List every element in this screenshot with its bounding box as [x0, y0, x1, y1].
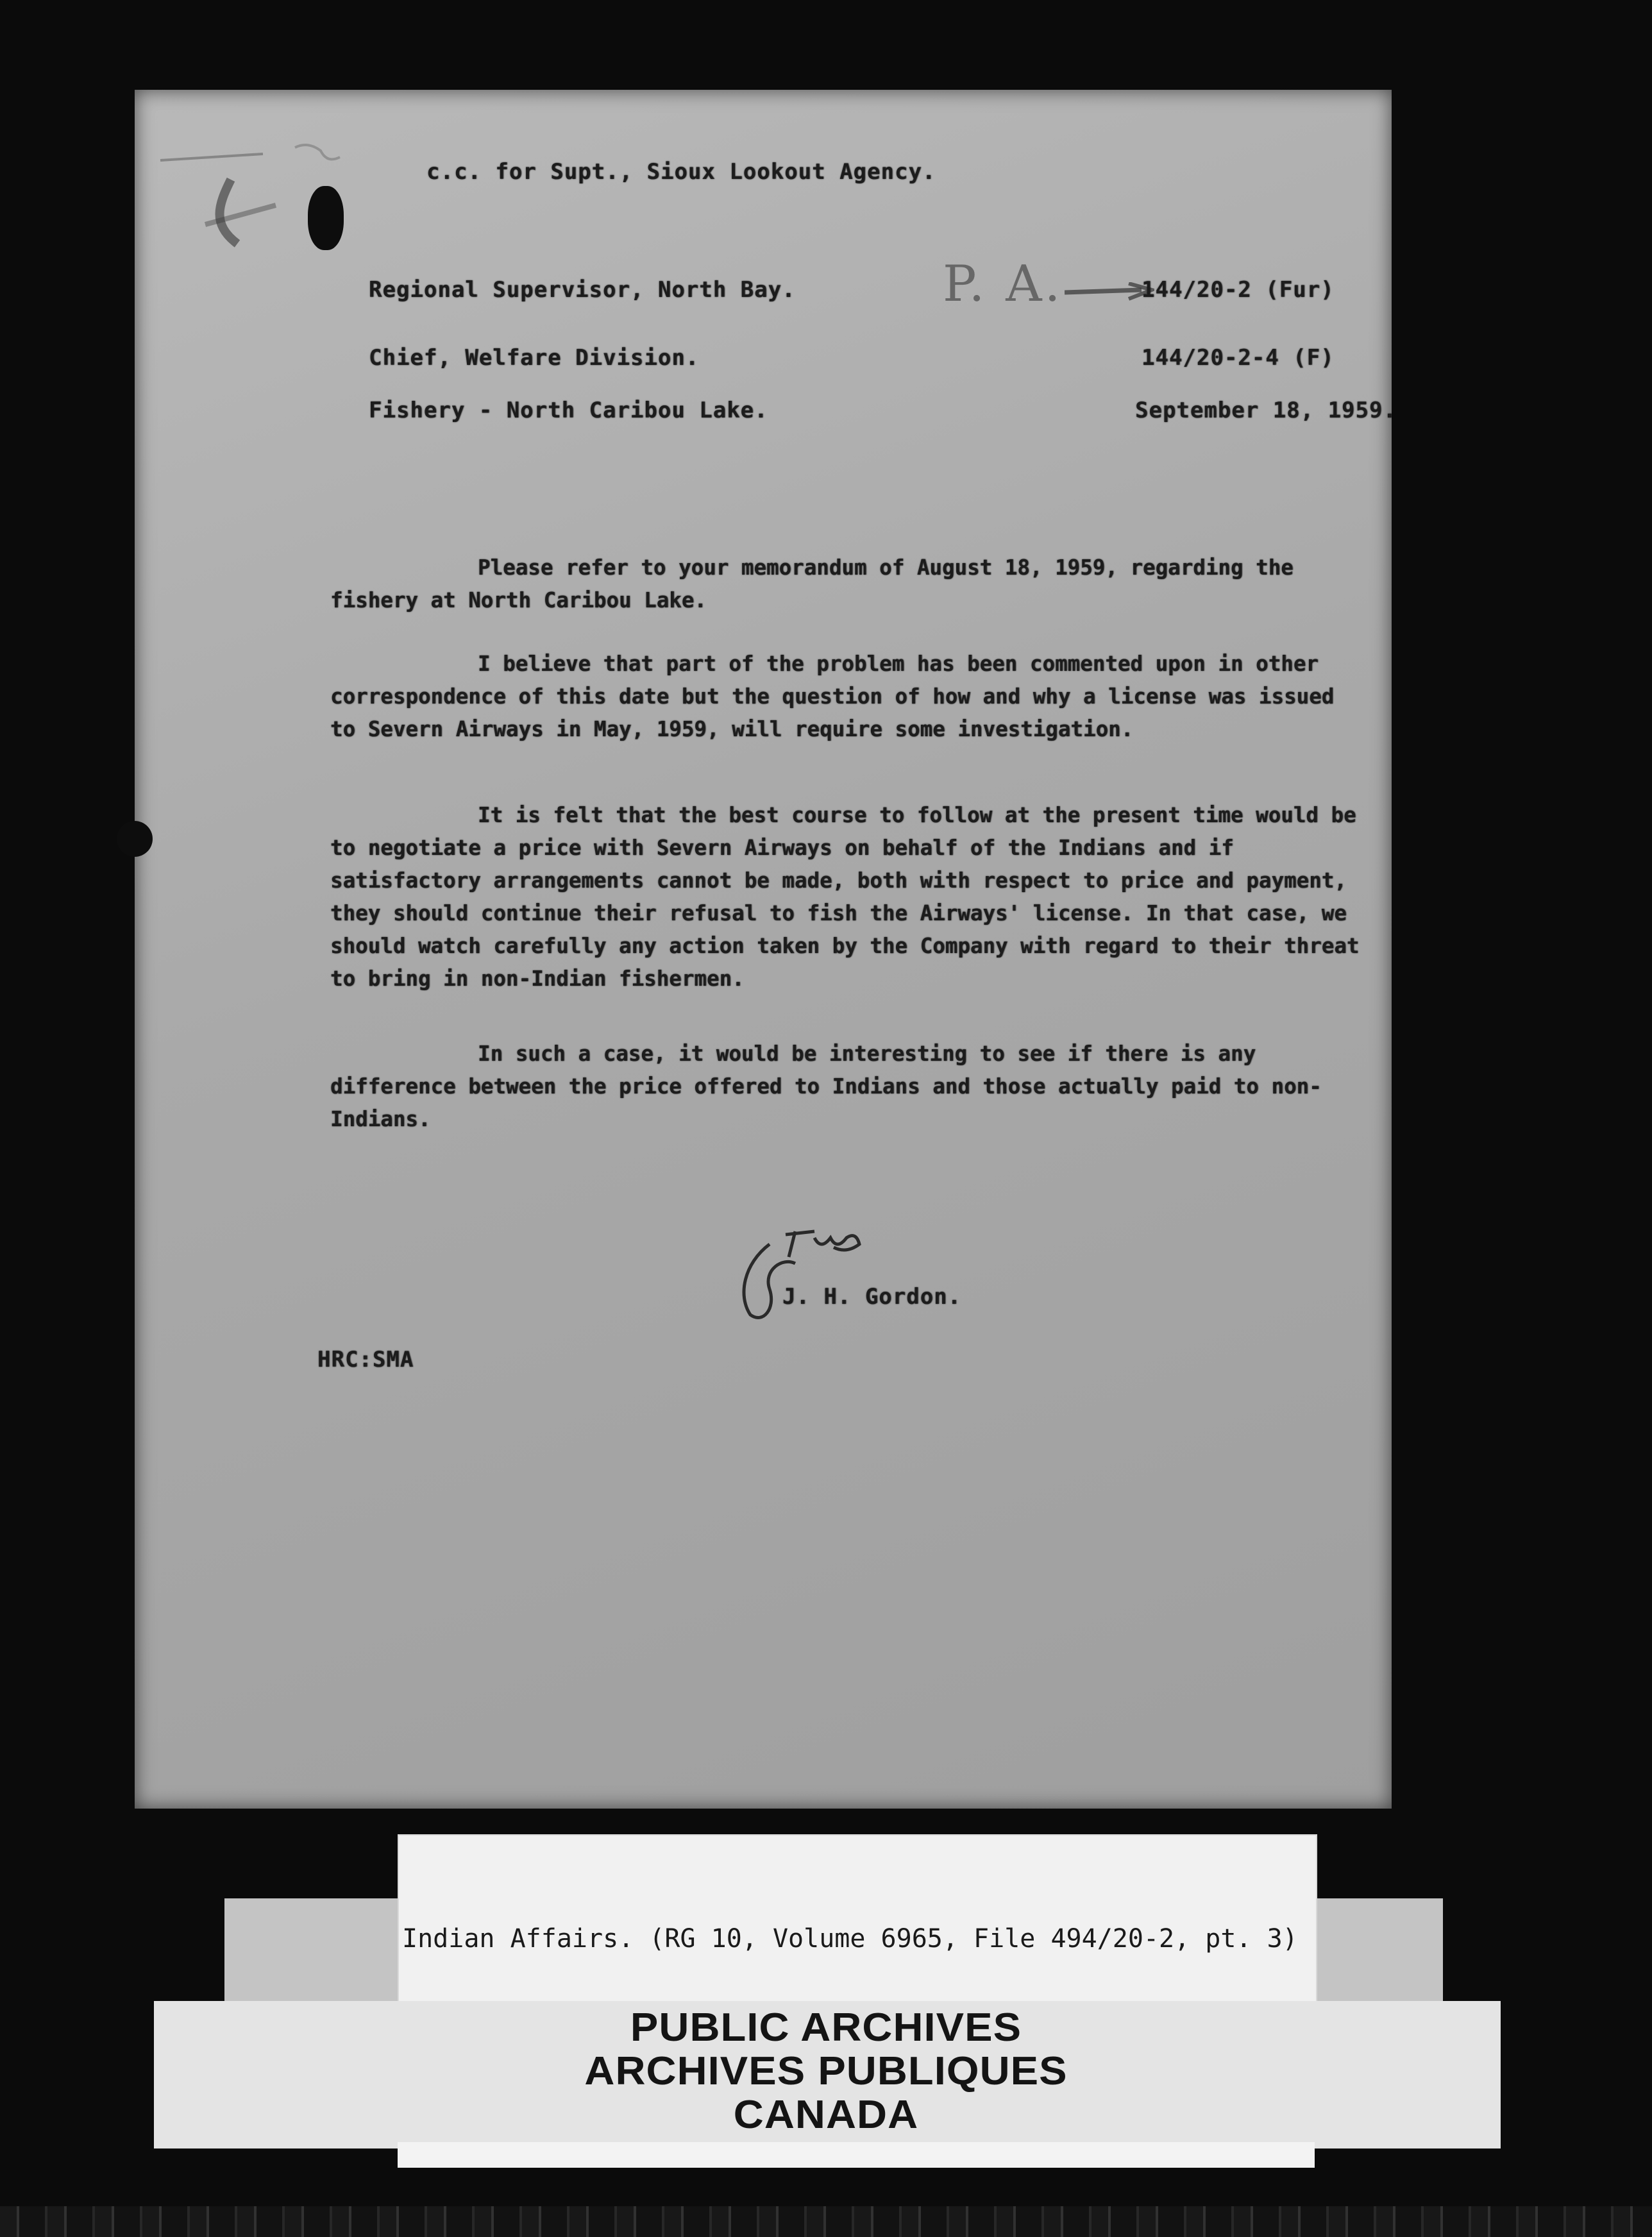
- file-reference-fishery: 144/20-2-4 (F): [1142, 345, 1335, 371]
- handwritten-signature: [725, 1219, 891, 1328]
- body-paragraph-2: I believe that part of the problem has been commented upon in other correspondence of this date but the question of how and why a license was issued to Severn Airways in May, 1959, will require some investigation.: [330, 652, 1335, 741]
- typist-initials: HRC:SMA: [317, 1347, 414, 1372]
- arrow-mark: [1065, 282, 1154, 301]
- file-reference-fur: 144/20-2 (Fur): [1142, 277, 1335, 303]
- stamp-lower-card: [398, 2142, 1315, 2168]
- archive-reference-text: Indian Affairs. (RG 10, Volume 6965, File 494/20-2, pt. 3): [402, 1924, 1298, 1954]
- punch-hole-left: [117, 821, 153, 857]
- signatory-name: J. H. Gordon.: [782, 1284, 962, 1310]
- memo-date: September 18, 1959.: [1135, 398, 1397, 423]
- film-bottom-edge: [0, 2206, 1652, 2237]
- stamp-line-canada: CANADA: [733, 2093, 919, 2137]
- body-paragraph-4: In such a case, it would be interesting to see if there is any difference between the price offered to Indians and those actually paid to non-Indians.: [330, 1042, 1322, 1131]
- subject-line: Fishery - North Caribou Lake.: [369, 398, 768, 423]
- punch-hole-top: [308, 186, 344, 250]
- body-paragraph-3: It is felt that the best course to follow at the present time would be to negotiate a price with Severn Airways on behalf of the Indians and if satisfactory arrangements cannot be made, both with respect to price and payment, they should continue their refusal to fish the Airways' license. In that case, we should watch carefully any action taken by the Company with regard to their threat to bring in non-Indian fishermen.: [330, 803, 1360, 991]
- handwritten-pa-mark: P. A.: [943, 255, 1063, 313]
- body-paragraph-1: Please refer to your memorandum of August 18, 1959, regarding the fishery at North Caribou Lake.: [330, 555, 1294, 612]
- stamp-line-archives-publiques: ARCHIVES PUBLIQUES: [584, 2049, 1068, 2093]
- cc-line: c.c. for Supt., Sioux Lookout Agency.: [426, 159, 936, 185]
- addressee-line: Regional Supervisor, North Bay.: [369, 277, 796, 303]
- stamp-line-public-archives: PUBLIC ARCHIVES: [630, 2005, 1022, 2050]
- staple-mark: [192, 167, 295, 257]
- sender-line: Chief, Welfare Division.: [369, 345, 700, 371]
- document-page: [135, 90, 1397, 1809]
- corner-scratch: [154, 135, 359, 173]
